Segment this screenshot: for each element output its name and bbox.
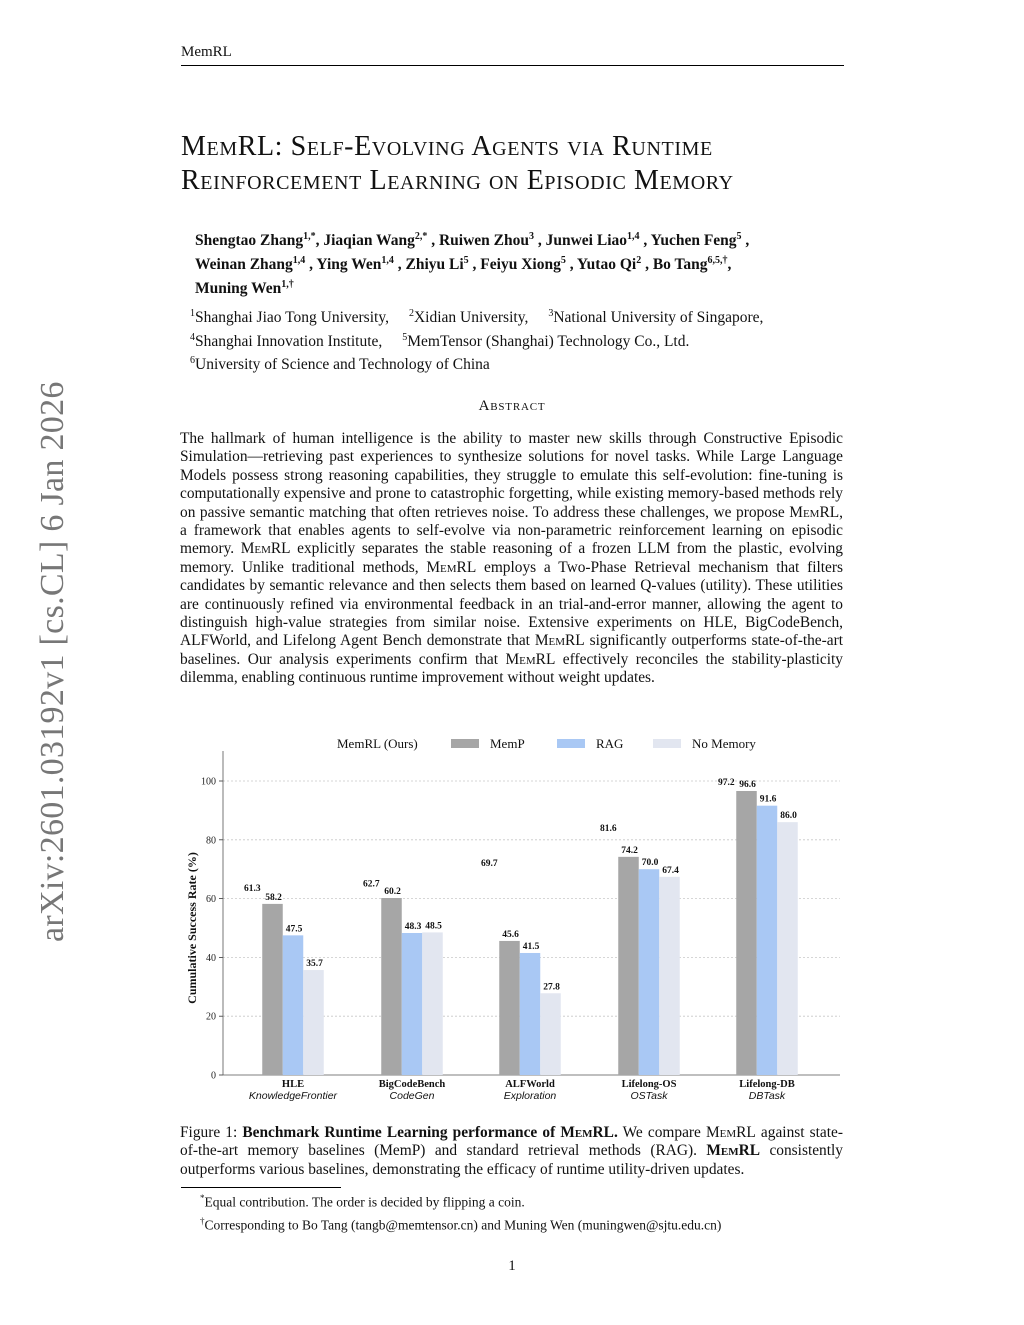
affiliation-text: Shanghai Innovation Institute,	[195, 332, 383, 350]
author-affil-mark: 1,†	[281, 279, 294, 291]
bar-memp	[499, 941, 520, 1075]
header-rule	[181, 65, 844, 66]
bar-value-label: 74.2	[621, 845, 638, 856]
author-name: Zhiyu Li	[405, 256, 464, 274]
bar-value-label: 48.5	[425, 921, 442, 932]
bar-value-label: 45.6	[502, 929, 519, 940]
footnote	[200, 1212, 840, 1235]
y-tick-label: 0	[211, 1070, 216, 1082]
bar-value-label: 67.4	[662, 865, 679, 876]
bar-value-label: 35.7	[306, 959, 323, 970]
bar-no-memory	[422, 932, 443, 1075]
x-subcategory-label: OSTask	[630, 1090, 668, 1102]
author-affil-mark: 6,5,†	[707, 255, 728, 267]
affiliation-number: 5	[402, 331, 408, 343]
author-affil-mark: 5	[736, 231, 742, 242]
bar-no-memory	[303, 970, 324, 1075]
legend-label: RAG	[596, 736, 624, 751]
author-name: Jiaqian Wang	[323, 232, 415, 250]
legend-swatch	[557, 739, 585, 748]
x-category-label: ALFWorld	[505, 1079, 555, 1090]
paper-title	[181, 130, 861, 198]
method-name: MemRL	[534, 632, 585, 650]
x-category-label: Lifelong-OS	[621, 1079, 677, 1090]
x-subcategory-label: KnowledgeFrontier	[248, 1090, 338, 1102]
y-tick-label: 40	[206, 952, 216, 964]
footnote	[200, 1189, 840, 1212]
method-name: MemRL	[426, 558, 477, 576]
ours-value-label: 62.7	[362, 879, 380, 890]
figure-1-chart	[180, 728, 845, 1108]
x-category-label: HLE	[281, 1079, 305, 1090]
title-line-1: MemRL: Self-Evolving Agents via Runtime	[181, 131, 713, 162]
bar-no-memory	[777, 822, 798, 1075]
bar-memp	[262, 904, 283, 1075]
author-affil-mark: 1,4	[381, 255, 394, 267]
author-affil-mark: 1,4	[627, 231, 640, 242]
bar-rag	[402, 933, 423, 1075]
legend-label: MemP	[490, 736, 525, 751]
bar-value-label: 60.2	[384, 887, 401, 898]
x-category-label: Lifelong-DB	[739, 1079, 795, 1090]
y-tick-label: 100	[201, 776, 216, 788]
author-affil-mark: 5	[560, 255, 566, 267]
bar-value-label: 48.3	[404, 921, 422, 932]
bar-rag	[520, 953, 541, 1075]
bar-memp	[381, 898, 402, 1075]
author-list: Shengtao Zhang$^{1,*}$, Jiaqian Wang$^{2,*}$ , Ruiwen Zhou$^3$ , Junwei Liao$^{1,4}$ , Yuchen Feng$^5$ , Weinan Zhang$^{1,4}$ , Ying Wen$^{1,4}$ , Zhiyu Li$^5$ , Feiyu Xiong$^5$ , Yutao Qi$^2$ , Bo Tang$^{6,5,\dagger}$, Muning Wen$^{1,\dagger}$	[195, 231, 750, 298]
author-name: Yuchen Feng	[650, 232, 737, 250]
footnote-mark: *	[200, 1193, 205, 1203]
x-subcategory-label: Exploration	[503, 1090, 557, 1102]
author-affil-mark: 5	[463, 255, 469, 267]
bar-value-label: 27.8	[543, 982, 560, 993]
bar-value-label: 58.2	[265, 892, 282, 903]
author-name: Junwei Liao	[545, 232, 627, 250]
method-name: MemRL	[505, 650, 556, 668]
author-affil-mark: 1,4	[292, 255, 306, 267]
footnote-rule	[181, 1187, 341, 1188]
ours-value-label: 81.6	[599, 824, 617, 835]
ours-value-label: 61.3	[243, 883, 261, 894]
abstract-body: The hallmark of human intelligence is the ability to master new skills through Constructive Episodic Simulation—retrieving past experiences to synthesize solutions for novel tasks. While Large Language Models possess strong reasoning capabilities, they struggle to emulate this self-evolution: fine-tuning is computationally expensive and prone to catastrophic forgetting, while existing memory-based methods rely on passive semantic matching that often retrieves noise. To address these challenges, we propose MemRL, a framework that enables agents to self-evolve via non-parametric reinforcement learning on episodic memory. MemRL explicitly separates the stable reasoning of a frozen LLM from the plastic, evolving memory. Unlike traditional methods, MemRL employs a Two-Phase Retrieval mechanism that filters candidates by semantic relevance and then selects them based on learned Q-values (utility). These utilities are continuously refined via environmental feedback in an trial-and-error manner, allowing the agent to distinguish high-value strategies from similar noise. Extensive experiments on HLE, BigCodeBench, ALFWorld, and Lifelong Agent Bench demonstrate that MemRL significantly outperforms state-of-the-art baselines. Our analysis experiments confirm that MemRL effectively reconciles the stability-plasticity dilemma, enabling continuous runtime improvement without weight updates.	[180, 430, 843, 687]
author-name: Bo Tang	[652, 256, 708, 274]
footnotes	[200, 1189, 840, 1234]
bar-value-label: 70.0	[641, 858, 659, 869]
bar-rag	[283, 935, 304, 1075]
author-affil-mark: 1,*	[303, 231, 316, 242]
y-tick-label: 80	[206, 835, 216, 847]
author-name: Yutao Qi	[576, 256, 637, 274]
bar-rag	[639, 869, 660, 1075]
affiliation-number: 1	[190, 308, 195, 319]
legend-swatch	[451, 739, 479, 748]
y-axis-label: Cumulative Success Rate (%)	[185, 852, 199, 1004]
affiliation-text: Xidian University,	[413, 309, 529, 327]
method-name: MemRL	[789, 503, 840, 521]
author-name: Weinan Zhang	[195, 256, 293, 274]
footnote-text: Equal contribution. The order is decided by flipping a coin.	[204, 1194, 525, 1210]
title-line-2: Reinforcement Learning on Episodic Memory	[181, 165, 734, 196]
x-subcategory-label: CodeGen	[389, 1090, 435, 1102]
author-affil-mark: 2,*	[414, 231, 428, 242]
affiliation-text: Shanghai Jiao Tong University,	[195, 309, 389, 327]
arxiv-identifier: arXiv:2601.03192v1 [cs.CL] 6 Jan 2026	[34, 381, 71, 942]
legend-label: No Memory	[692, 736, 756, 751]
bar-value-label: 86.0	[780, 811, 797, 822]
author-name: Ruiwen Zhou	[438, 232, 529, 250]
affiliation-text: National University of Singapore,	[553, 309, 764, 327]
page-number: 1	[508, 1258, 516, 1274]
y-tick-label: 20	[206, 1011, 216, 1023]
affiliation-text: MemTensor (Shanghai) Technology Co., Ltd.	[407, 332, 690, 350]
affiliation-number: 3	[548, 308, 554, 319]
bar-value-label: 41.5	[522, 941, 540, 952]
bar-memp	[618, 857, 639, 1075]
bar-no-memory	[540, 993, 561, 1075]
caption-label: Figure 1:	[180, 1124, 238, 1141]
author-affil-mark: 2	[636, 255, 642, 267]
affiliation-number: 6	[190, 355, 195, 367]
affiliation-number: 4	[190, 331, 195, 343]
affiliation-number: 2	[408, 308, 414, 319]
affiliation-list	[190, 304, 850, 375]
method-name: MemRL	[240, 540, 291, 558]
legend-swatch	[653, 739, 681, 748]
running-head: MemRL	[181, 44, 232, 60]
bar-value-label: 91.6	[759, 794, 777, 805]
author-affil-mark: 3	[528, 231, 534, 242]
author-name: Shengtao Zhang	[195, 232, 304, 250]
ours-value-label: 69.7	[480, 859, 498, 870]
affiliation-text: University of Science and Technology of China	[195, 356, 490, 374]
bar-no-memory	[659, 877, 680, 1075]
author-name: Ying Wen	[316, 256, 382, 274]
bar-value-label: 96.6	[739, 779, 756, 790]
legend-label: MemRL (Ours)	[337, 736, 418, 751]
author-name: Feiyu Xiong	[480, 256, 561, 274]
footnote-text: Corresponding to Bo Tang (tangb@memtensor.cn) and Muning Wen (muningwen@sjtu.edu.cn)	[204, 1217, 722, 1232]
x-subcategory-label: DBTask	[748, 1090, 786, 1102]
footnote-mark: †	[200, 1215, 205, 1226]
ours-value-label: 97.2	[717, 778, 735, 789]
y-tick-label: 60	[206, 894, 216, 906]
abstract-heading: Abstract	[478, 398, 546, 414]
author-name: Muning Wen	[195, 280, 282, 298]
bar-chart-svg	[180, 728, 845, 1108]
bar-value-label: 47.5	[285, 924, 303, 935]
bar-rag	[757, 806, 778, 1075]
figure-caption: Figure 1: Benchmark Runtime Learning performance of MemRL. We compare MemRL against state-of-the-art memory baselines (MemP) and standard retrieval methods (RAG). MemRL consistently outperforms various baselines, demonstrating the efficacy of runtime utility-driven updates.	[180, 1124, 843, 1178]
x-category-label: BigCodeBench	[378, 1079, 446, 1090]
caption-bold-lead: Benchmark Runtime Learning performance of MemRL.	[242, 1124, 618, 1141]
bar-memp	[736, 791, 757, 1075]
